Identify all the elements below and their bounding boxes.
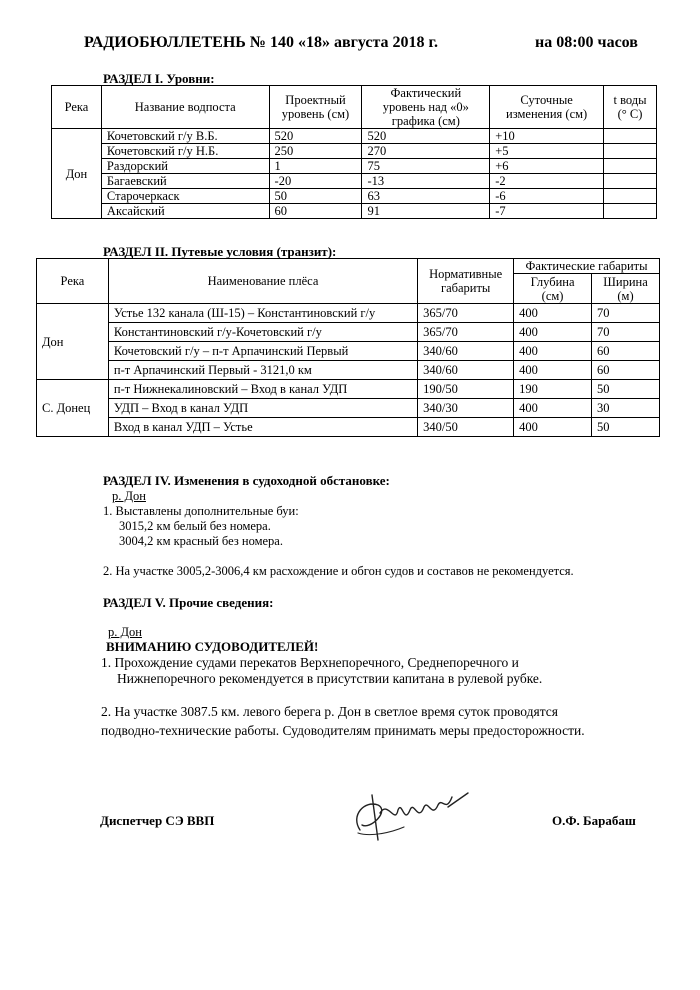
transit-reach: Вход в канал УДП – Устье xyxy=(108,418,417,437)
transit-norm: 365/70 xyxy=(418,323,514,342)
transit-header-depth-line2: (см) xyxy=(541,288,564,303)
transit-norm: 365/70 xyxy=(418,304,514,323)
transit-header-norm xyxy=(418,259,514,304)
levels-design: 50 xyxy=(269,189,362,204)
section4-buoy1: 3015,2 км белый без номера. xyxy=(119,519,271,533)
section4-river: р. Дон xyxy=(112,489,146,503)
transit-river-cell: Дон xyxy=(37,304,109,380)
levels-design: -20 xyxy=(269,174,362,189)
transit-norm: 190/50 xyxy=(418,380,514,399)
levels-design: 60 xyxy=(269,204,362,219)
table-row xyxy=(52,159,657,174)
section1-title: РАЗДЕЛ I. Уровни: xyxy=(103,71,215,86)
transit-width: 50 xyxy=(592,418,660,437)
transit-header-width-line2: (м) xyxy=(617,288,634,303)
levels-header-actual xyxy=(362,86,490,129)
levels-header-daily-line2: изменения (см) xyxy=(506,107,588,121)
levels-temp xyxy=(604,129,657,144)
section2-title: РАЗДЕЛ II. Путевые условия (транзит): xyxy=(103,244,337,259)
transit-header-river: Река xyxy=(37,259,109,304)
transit-header-norm-line1: Нормативные xyxy=(429,267,503,281)
section4-item1: 1. Выставлены дополнительные буи: xyxy=(103,504,299,518)
levels-actual: 75 xyxy=(362,159,490,174)
transit-header-norm-line2: габариты xyxy=(440,281,491,295)
transit-reach: Устье 132 канала (Ш-15) – Константиновский г/у xyxy=(108,304,417,323)
dispatcher-position: Диспетчер СЭ ВВП xyxy=(100,813,215,828)
levels-change: +5 xyxy=(490,144,604,159)
table-row xyxy=(52,204,657,219)
levels-change: -6 xyxy=(490,189,604,204)
transit-header-width xyxy=(592,274,660,304)
section5-river: р. Дон xyxy=(108,625,142,639)
table-row xyxy=(37,361,660,380)
levels-temp xyxy=(604,204,657,219)
section4-title: РАЗДЕЛ IV. Изменения в судоходной обстановке: xyxy=(103,473,390,488)
section5-item1-line1: 1. Прохождение судами перекатов Верхнепоречного, Среднепоречного и xyxy=(101,655,519,670)
levels-header-daily xyxy=(490,86,604,129)
transit-depth: 190 xyxy=(514,380,592,399)
levels-temp xyxy=(604,189,657,204)
transit-reach: УДП – Вход в канал УДП xyxy=(108,399,417,418)
transit-reach: п-т Арпачинский Первый - 3121,0 км xyxy=(108,361,417,380)
transit-norm: 340/60 xyxy=(418,361,514,380)
levels-actual: 91 xyxy=(362,204,490,219)
table-row xyxy=(52,144,657,159)
levels-header-design xyxy=(269,86,362,129)
bulletin-time: на 08:00 часов xyxy=(535,34,638,51)
section5-attention: ВНИМАНИЮ СУДОВОДИТЕЛЕЙ! xyxy=(106,639,319,654)
levels-design: 1 xyxy=(269,159,362,174)
levels-header-temp-line2: (° С) xyxy=(617,107,643,121)
transit-width: 70 xyxy=(592,323,660,342)
table-row xyxy=(37,342,660,361)
levels-post: Багаевский xyxy=(101,174,269,189)
levels-change: -2 xyxy=(490,174,604,189)
transit-norm: 340/60 xyxy=(418,342,514,361)
transit-width: 60 xyxy=(592,342,660,361)
levels-design: 250 xyxy=(269,144,362,159)
levels-river-cell: Дон xyxy=(52,129,102,219)
levels-header-temp-line1: t воды xyxy=(613,93,647,107)
table-row xyxy=(37,323,660,342)
transit-norm: 340/30 xyxy=(418,399,514,418)
levels-actual: 520 xyxy=(362,129,490,144)
levels-post: Старочеркаск xyxy=(101,189,269,204)
section4-item2: 2. На участке 3005,2-3006,4 км расхождение и обгон судов и составов не рекомендуется. xyxy=(103,564,574,578)
transit-header-width-line1: Ширина xyxy=(603,274,648,289)
transit-header-depth xyxy=(514,274,592,304)
levels-change: +10 xyxy=(490,129,604,144)
transit-width: 60 xyxy=(592,361,660,380)
levels-table xyxy=(51,85,657,219)
transit-header-depth-line1: Глубина xyxy=(530,274,575,289)
levels-change: +6 xyxy=(490,159,604,174)
signature-image xyxy=(340,785,480,850)
levels-header-river: Река xyxy=(52,86,102,129)
levels-header-post: Название водпоста xyxy=(101,86,269,129)
table-row xyxy=(37,304,660,323)
levels-change: -7 xyxy=(490,204,604,219)
table-row xyxy=(52,129,657,144)
section5-title: РАЗДЕЛ V. Прочие сведения: xyxy=(103,595,274,610)
section5-item1-line2: Нижнепоречного рекомендуется в присутствии капитана в рулевой рубке. xyxy=(117,671,543,686)
levels-actual: -13 xyxy=(362,174,490,189)
table-row xyxy=(37,380,660,399)
transit-header-reach: Наименование плёса xyxy=(108,259,417,304)
levels-temp xyxy=(604,159,657,174)
bulletin-title: РАДИОБЮЛЛЕТЕНЬ № 140 «18» августа 2018 г. xyxy=(84,34,438,51)
levels-header-temp xyxy=(604,86,657,129)
table-row xyxy=(37,399,660,418)
transit-header-actual: Фактические габариты xyxy=(514,259,660,274)
transit-depth: 400 xyxy=(514,323,592,342)
levels-header-design-line2: уровень (см) xyxy=(281,107,350,121)
levels-temp xyxy=(604,174,657,189)
levels-post: Кочетовский г/у В.Б. xyxy=(101,129,269,144)
transit-depth: 400 xyxy=(514,304,592,323)
section5-item2-line2: подводно-технические работы. Судоводителям принимать меры предосторожности. xyxy=(101,723,585,738)
levels-header-actual-line3: графика (см) xyxy=(391,114,460,128)
levels-header-design-line1: Проектный xyxy=(285,93,346,107)
levels-post: Кочетовский г/у Н.Б. xyxy=(101,144,269,159)
levels-header-daily-line1: Суточные xyxy=(520,93,573,107)
transit-width: 50 xyxy=(592,380,660,399)
transit-reach: Константиновский г/у-Кочетовский г/у xyxy=(108,323,417,342)
section4-buoy2: 3004,2 км красный без номера. xyxy=(119,534,283,548)
transit-width: 70 xyxy=(592,304,660,323)
section5-item2-line1: 2. На участке 3087.5 км. левого берега р. Дон в светлое время суток проводятся xyxy=(101,704,558,719)
levels-header-actual-line2: уровень над «0» xyxy=(382,100,469,114)
dispatcher-name: О.Ф. Барабаш xyxy=(552,813,636,828)
transit-table xyxy=(36,258,660,437)
transit-depth: 400 xyxy=(514,399,592,418)
table-row xyxy=(52,189,657,204)
transit-width: 30 xyxy=(592,399,660,418)
levels-post: Раздорский xyxy=(101,159,269,174)
levels-design: 520 xyxy=(269,129,362,144)
levels-actual: 270 xyxy=(362,144,490,159)
levels-actual: 63 xyxy=(362,189,490,204)
levels-temp xyxy=(604,144,657,159)
transit-reach: п-т Нижнекалиновский – Вход в канал УДП xyxy=(108,380,417,399)
table-row xyxy=(52,174,657,189)
levels-header-actual-line1: Фактический xyxy=(390,86,462,100)
transit-depth: 400 xyxy=(514,361,592,380)
levels-post: Аксайский xyxy=(101,204,269,219)
transit-river-cell: С. Донец xyxy=(37,380,109,437)
transit-depth: 400 xyxy=(514,342,592,361)
table-row xyxy=(37,418,660,437)
transit-reach: Кочетовский г/у – п-т Арпачинский Первый xyxy=(108,342,417,361)
transit-norm: 340/50 xyxy=(418,418,514,437)
transit-depth: 400 xyxy=(514,418,592,437)
